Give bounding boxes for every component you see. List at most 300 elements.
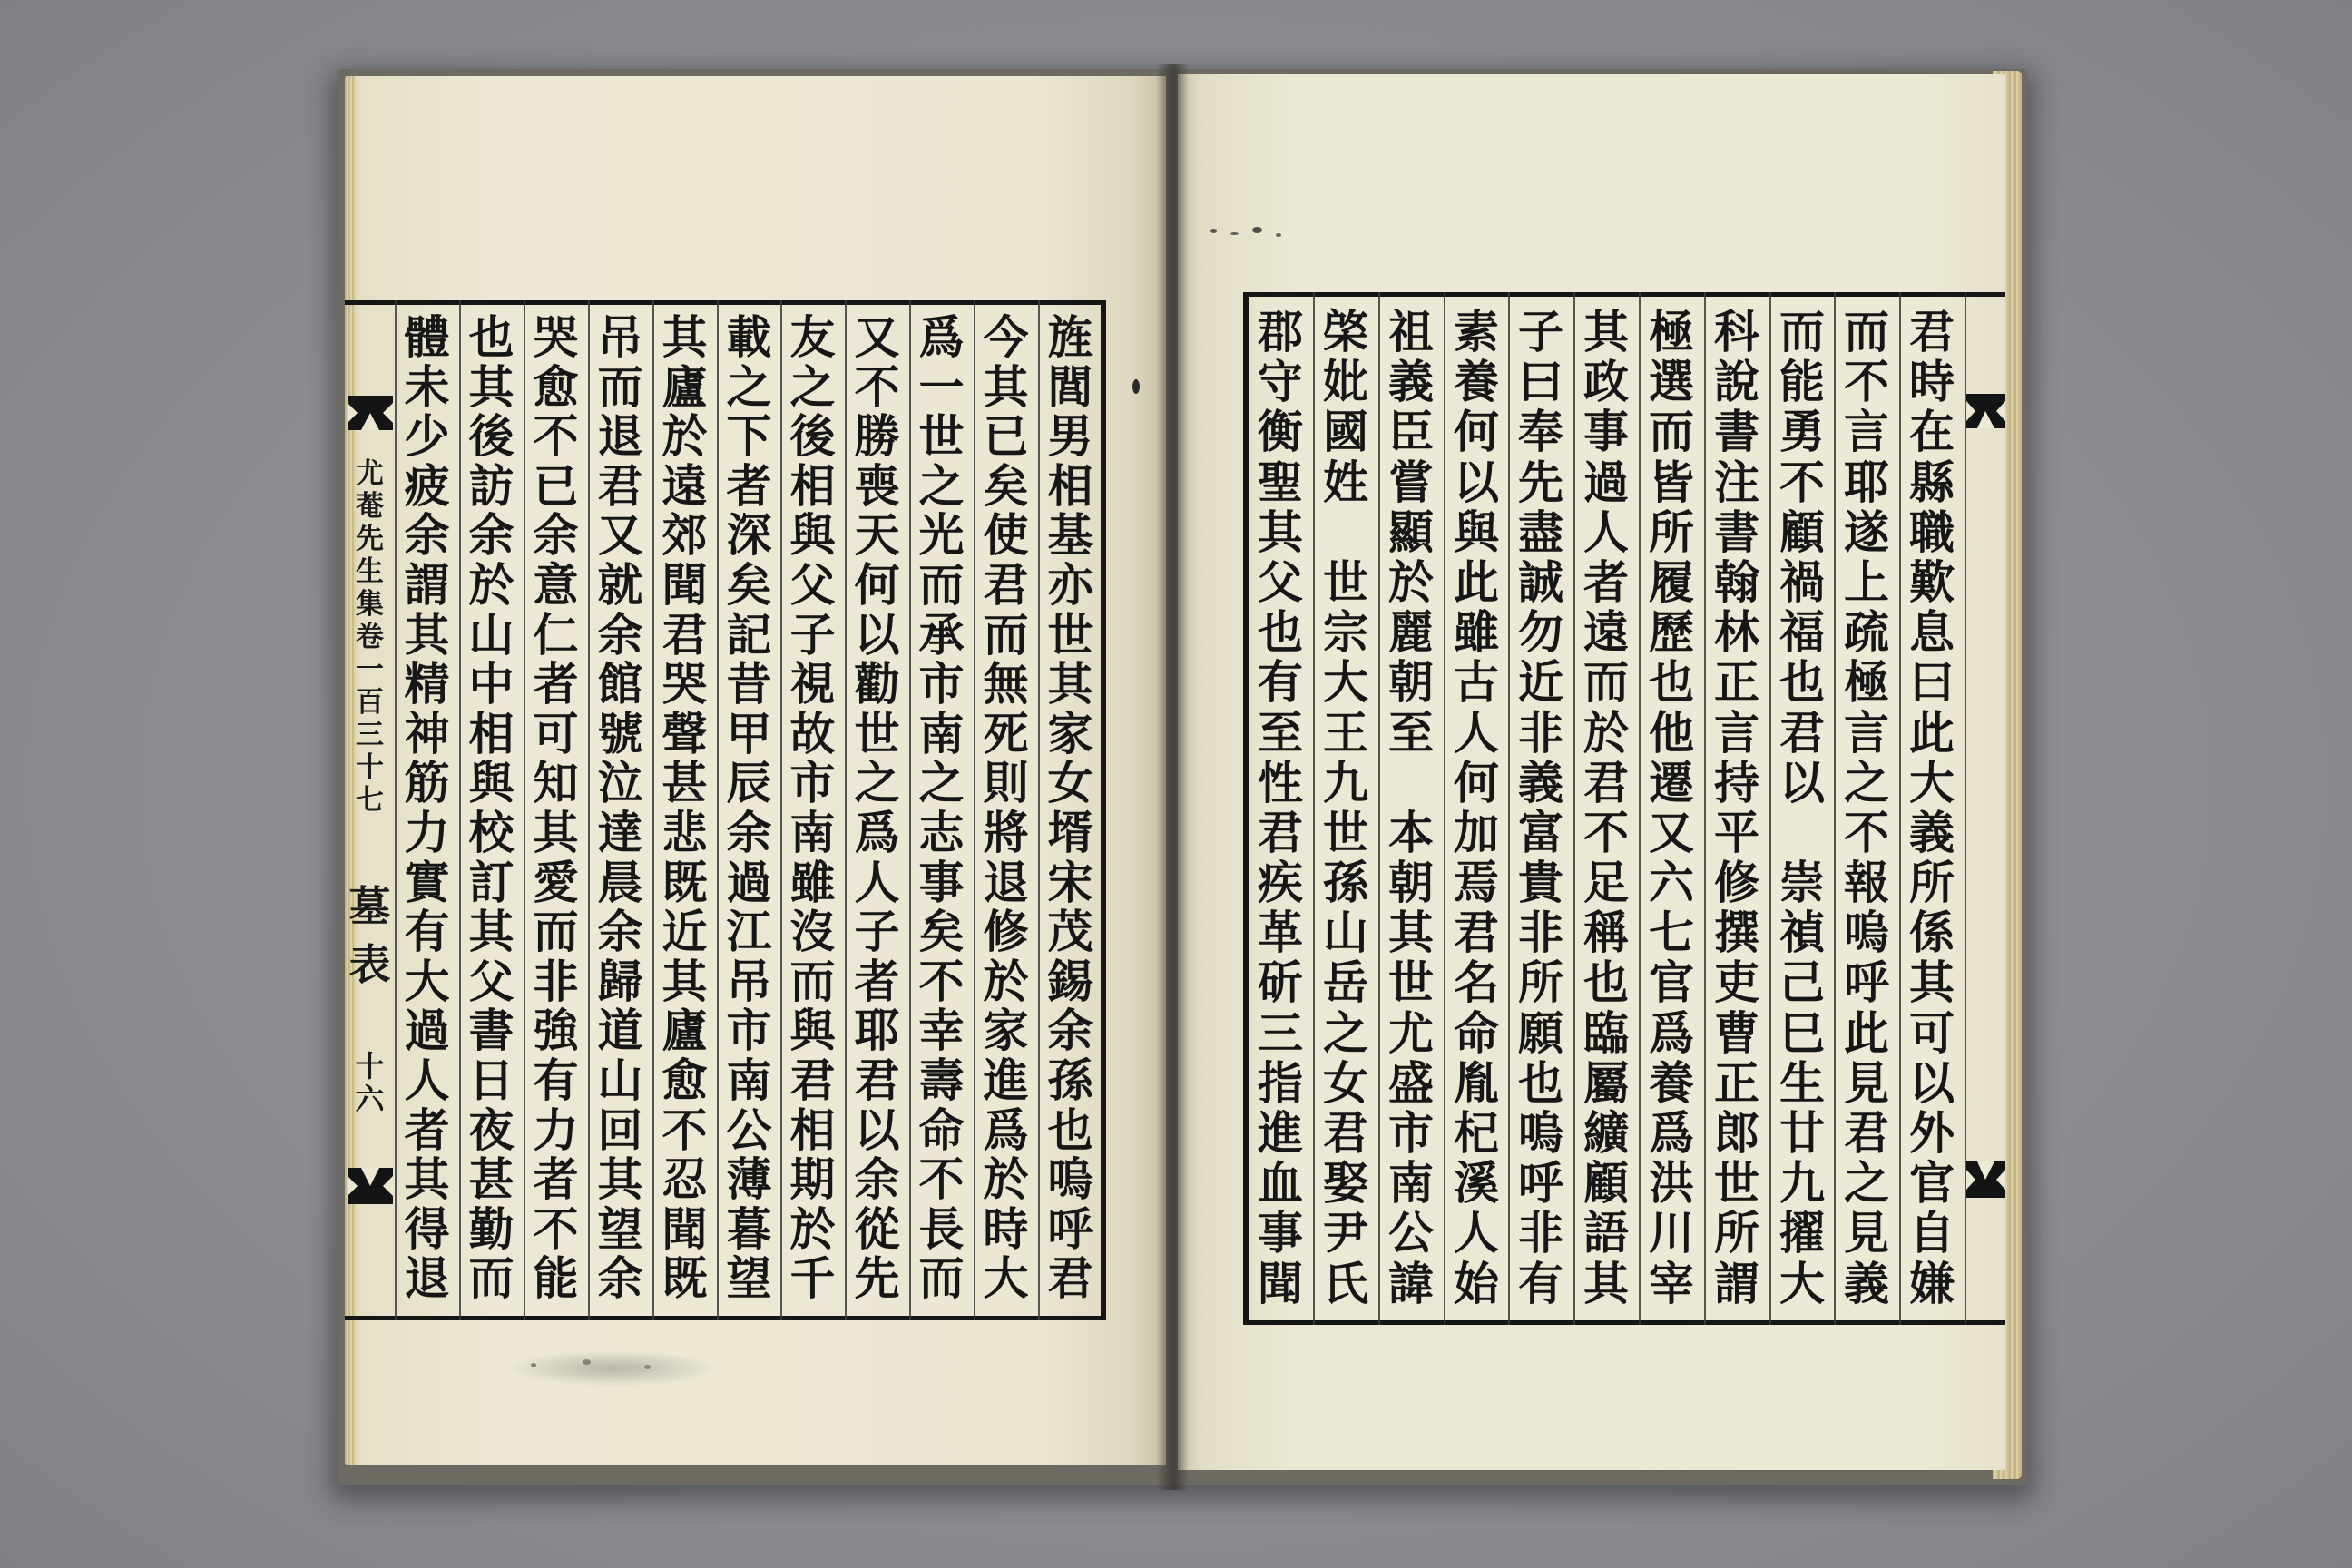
glyph: 書 — [1714, 505, 1759, 559]
glyph: 富 — [1518, 805, 1563, 859]
glyph: 悲 — [662, 805, 708, 859]
glyph: 非 — [1518, 705, 1563, 760]
glyph: 極 — [1844, 655, 1889, 710]
glyph: 正 — [1714, 655, 1759, 710]
glyph: 子 — [789, 607, 836, 662]
glyph: 南 — [918, 706, 965, 760]
glyph: 時 — [983, 1201, 1029, 1256]
glyph: 極 — [1649, 305, 1694, 358]
glyph: 義 — [1388, 355, 1434, 409]
glyph: 志 — [918, 805, 965, 859]
glyph: 所 — [1714, 1206, 1759, 1260]
glyph: 矣 — [983, 458, 1029, 513]
glyph: 辰 — [726, 756, 772, 810]
glyph: 所 — [1649, 505, 1694, 559]
text-column — [974, 310, 1038, 1306]
glyph: 聞 — [662, 557, 708, 612]
glyph: 之 — [1844, 1156, 1889, 1210]
glyph: 也 — [468, 310, 514, 364]
glyph: 亦 — [1047, 557, 1093, 612]
glyph: 其 — [597, 1152, 643, 1207]
glyph: 江 — [726, 905, 772, 959]
glyph: 家 — [1047, 706, 1093, 760]
glyph: 也 — [1518, 1055, 1563, 1110]
glyph: 壻 — [1047, 805, 1093, 859]
glyph: 山 — [1323, 906, 1368, 960]
glyph: 千 — [789, 1251, 836, 1306]
glyph: 卷 — [356, 621, 384, 653]
margin-folio — [345, 1050, 395, 1115]
glyph: 集 — [356, 588, 384, 621]
glyph: 姓 — [1323, 455, 1368, 509]
glyph: 言 — [1844, 705, 1889, 760]
glyph: 也 — [1779, 655, 1825, 710]
glyph: 與 — [468, 756, 514, 810]
glyph: 世 — [1047, 607, 1093, 662]
frame-bottom-border — [1245, 1320, 2005, 1325]
glyph: 不 — [662, 1102, 708, 1157]
glyph: 今 — [983, 310, 1029, 364]
glyph: 宗 — [1323, 605, 1368, 660]
glyph: 百 — [356, 686, 384, 719]
glyph: 遂 — [1844, 505, 1889, 559]
glyph: 後 — [468, 409, 514, 464]
glyph: 有 — [1518, 1256, 1563, 1310]
glyph: 爲 — [983, 1102, 1029, 1157]
glyph: 正 — [1714, 1055, 1759, 1110]
glyph: 其 — [468, 359, 514, 414]
glyph: 子 — [854, 905, 900, 959]
glyph: 之 — [726, 359, 772, 414]
glyph: 尤 — [1388, 1005, 1434, 1060]
glyph: 回 — [597, 1102, 643, 1157]
glyph: 係 — [1909, 906, 1955, 960]
ink-speck — [1210, 229, 1217, 233]
glyph: 人 — [1454, 705, 1499, 760]
glyph: 而 — [918, 1251, 965, 1306]
glyph: 愛 — [533, 855, 579, 909]
glyph: 公 — [1388, 1206, 1434, 1260]
glyph: 其 — [404, 607, 450, 662]
glyph: 世 — [1388, 956, 1434, 1010]
glyph: 載 — [726, 310, 772, 364]
glyph: 見 — [1844, 1206, 1889, 1260]
glyph: 氏 — [1323, 1256, 1368, 1310]
glyph: 洪 — [1649, 1156, 1694, 1210]
glyph: 大 — [1909, 755, 1955, 809]
glyph: 而 — [1844, 305, 1889, 358]
glyph: 其 — [1583, 305, 1629, 358]
glyph: 其 — [1258, 505, 1303, 559]
glyph: 體 — [404, 310, 450, 364]
fishtail-mark-upper — [348, 396, 393, 430]
glyph: 閭 — [1047, 359, 1093, 414]
glyph: 又 — [1649, 805, 1694, 859]
glyph: 曰 — [1909, 655, 1955, 710]
glyph: 爲 — [854, 805, 900, 859]
glyph: 持 — [1714, 755, 1759, 809]
glyph: 事 — [918, 855, 965, 909]
glyph: 一 — [356, 653, 384, 686]
ink-speck — [531, 1363, 536, 1367]
text-column — [1038, 310, 1102, 1306]
glyph: 修 — [1714, 856, 1759, 910]
glyph: 甚 — [468, 1152, 514, 1207]
glyph: 而 — [918, 557, 965, 612]
glyph: 三 — [1258, 1005, 1303, 1060]
glyph: 後 — [789, 409, 836, 464]
text-column — [1769, 307, 1835, 1308]
glyph: 耶 — [1844, 455, 1889, 509]
glyph: 臨 — [1583, 1005, 1629, 1060]
glyph: 十 — [356, 751, 384, 784]
glyph: 川 — [1649, 1206, 1694, 1260]
glyph: 人 — [854, 855, 900, 909]
glyph: 能 — [533, 1251, 579, 1306]
glyph: 錫 — [1047, 954, 1093, 1008]
ink-blot — [1132, 379, 1140, 394]
glyph: 修 — [983, 905, 1029, 959]
glyph: 神 — [404, 706, 450, 760]
glyph: 自 — [1909, 1206, 1955, 1260]
glyph: 六 — [355, 1082, 385, 1116]
glyph: 岳 — [1323, 956, 1368, 1010]
glyph: 公 — [726, 1102, 772, 1157]
glyph: 說 — [1714, 355, 1759, 409]
glyph: 大 — [1323, 655, 1368, 710]
glyph: 旌 — [1047, 310, 1093, 364]
glyph: 廬 — [662, 1004, 708, 1058]
glyph: 書 — [1714, 405, 1759, 459]
glyph: 世 — [1714, 1156, 1759, 1210]
text-column — [1639, 307, 1704, 1308]
glyph: 本 — [1388, 805, 1434, 859]
glyph: 履 — [1649, 554, 1694, 609]
margin-section — [345, 877, 395, 994]
glyph: 訪 — [468, 458, 514, 513]
glyph: 不 — [1583, 805, 1629, 859]
glyph: 之 — [918, 756, 965, 810]
glyph: 諱 — [1388, 1256, 1434, 1310]
glyph: 市 — [918, 657, 965, 711]
glyph: 既 — [662, 855, 708, 909]
glyph: 長 — [918, 1201, 965, 1256]
glyph: 日 — [468, 1053, 514, 1107]
glyph: 余 — [468, 508, 514, 563]
glyph: 望 — [726, 1251, 772, 1306]
glyph: 雖 — [789, 855, 836, 909]
glyph: 相 — [468, 706, 514, 760]
text-column — [717, 310, 781, 1306]
glyph: 吊 — [726, 954, 772, 1008]
glyph: 君 — [1844, 1106, 1889, 1160]
glyph: 七 — [1649, 906, 1694, 960]
glyph: 薄 — [726, 1152, 772, 1207]
glyph: 進 — [1258, 1106, 1303, 1160]
glyph: 盛 — [1388, 1055, 1434, 1110]
glyph: 則 — [983, 756, 1029, 810]
glyph: 郊 — [662, 508, 708, 563]
glyph: 義 — [1909, 805, 1955, 859]
glyph: 祖 — [1388, 305, 1434, 358]
frame-top-border — [1245, 292, 2005, 297]
glyph: 九 — [1323, 755, 1368, 809]
glyph: 天 — [854, 508, 900, 563]
glyph: 父 — [1258, 554, 1303, 609]
glyph: 余 — [597, 905, 643, 959]
glyph: 聞 — [662, 1201, 708, 1256]
glyph: 注 — [1714, 455, 1759, 509]
glyph: 以 — [1779, 755, 1825, 809]
glyph: 於 — [983, 1152, 1029, 1207]
glyph: 基 — [1047, 508, 1093, 563]
glyph: 家 — [983, 1004, 1029, 1058]
glyph: 死 — [983, 706, 1029, 760]
glyph: 也 — [1258, 605, 1303, 660]
glyph: 就 — [597, 557, 643, 612]
glyph: 相 — [789, 1102, 836, 1157]
glyph: 中 — [468, 657, 514, 711]
glyph: 實 — [404, 855, 450, 909]
glyph: 歎 — [1909, 554, 1955, 609]
glyph: 娶 — [1323, 1156, 1368, 1210]
glyph: 退 — [983, 855, 1029, 909]
glyph: 承 — [918, 607, 965, 662]
glyph: 耶 — [854, 1004, 900, 1058]
glyph: 退 — [597, 409, 643, 464]
glyph: 性 — [1258, 755, 1303, 809]
glyph: 君 — [789, 1053, 836, 1107]
glyph: 君 — [597, 458, 643, 513]
glyph: 市 — [789, 756, 836, 810]
glyph: 於 — [983, 954, 1029, 1008]
glyph: 見 — [1844, 1055, 1889, 1110]
glyph: 貴 — [1518, 856, 1563, 910]
glyph: 望 — [597, 1201, 643, 1256]
glyph: 又 — [597, 508, 643, 563]
glyph: 道 — [597, 1004, 643, 1058]
glyph: 市 — [726, 1004, 772, 1058]
glyph: 勸 — [854, 657, 900, 711]
glyph: 廿 — [1779, 1106, 1825, 1160]
glyph: 顯 — [1388, 505, 1434, 559]
glyph: 相 — [1047, 458, 1093, 513]
glyph: 巳 — [1779, 1005, 1825, 1060]
glyph: 盡 — [1518, 505, 1563, 559]
glyph: 聖 — [1258, 455, 1303, 509]
text-column — [1704, 307, 1769, 1308]
glyph: 無 — [983, 657, 1029, 711]
glyph: 有 — [404, 905, 450, 959]
text-column — [588, 310, 652, 1306]
glyph: 其 — [662, 954, 708, 1008]
glyph: 養 — [1454, 355, 1499, 409]
glyph: 茂 — [1047, 905, 1093, 959]
glyph: 能 — [1779, 355, 1825, 409]
glyph: 昔 — [726, 657, 772, 711]
left-page — [345, 76, 1166, 1465]
glyph: 可 — [1909, 1005, 1955, 1060]
glyph: 謂 — [404, 557, 450, 612]
glyph: 父 — [468, 954, 514, 1008]
paper-stain — [508, 1350, 717, 1387]
glyph: 崇 — [1779, 856, 1825, 910]
glyph: 退 — [404, 1251, 450, 1306]
glyph: 廬 — [662, 359, 708, 414]
glyph: 嗚 — [1047, 1152, 1093, 1207]
glyph: 南 — [1388, 1156, 1434, 1210]
glyph: 其 — [1047, 657, 1093, 711]
glyph: 其 — [662, 310, 708, 364]
glyph: 謂 — [1714, 1256, 1759, 1310]
glyph: 過 — [726, 855, 772, 909]
glyph: 歸 — [597, 954, 643, 1008]
glyph: 古 — [1454, 655, 1499, 710]
glyph: 君 — [854, 1053, 900, 1107]
glyph: 以 — [1454, 455, 1499, 509]
fishtail-mark-upper — [1966, 394, 2005, 428]
glyph: 生 — [356, 555, 384, 588]
glyph: 衡 — [1258, 405, 1303, 459]
text-column — [1313, 307, 1378, 1308]
glyph: 誠 — [1518, 554, 1563, 609]
glyph: 不 — [1779, 455, 1825, 509]
glyph: 足 — [1583, 856, 1629, 910]
text-column — [1508, 307, 1573, 1308]
glyph: 加 — [1454, 805, 1499, 859]
glyph: 臣 — [1388, 405, 1434, 459]
glyph: 三 — [356, 719, 384, 751]
glyph: 少 — [404, 409, 450, 464]
glyph: 纊 — [1583, 1106, 1629, 1160]
glyph: 時 — [1909, 355, 1955, 409]
glyph: 事 — [1583, 405, 1629, 459]
glyph: 大 — [983, 1251, 1029, 1306]
glyph: 近 — [1518, 655, 1563, 710]
glyph: 父 — [789, 557, 836, 612]
glyph: 言 — [1714, 705, 1759, 760]
glyph: 也 — [1649, 655, 1694, 710]
right-page — [1178, 74, 2005, 1470]
glyph: 者 — [533, 1152, 579, 1207]
glyph: 平 — [1714, 805, 1759, 859]
text-column — [1378, 307, 1444, 1308]
glyph: 吏 — [1714, 956, 1759, 1010]
glyph: 嗚 — [1518, 1106, 1563, 1160]
text-column — [909, 310, 974, 1306]
glyph: 官 — [1649, 956, 1694, 1010]
glyph: 女 — [1323, 1055, 1368, 1110]
glyph: 其 — [404, 1152, 450, 1207]
glyph: 使 — [983, 508, 1029, 563]
glyph: 以 — [1909, 1055, 1955, 1110]
glyph: 爲 — [1649, 1106, 1694, 1160]
glyph: 得 — [404, 1201, 450, 1256]
glyph: 其 — [1583, 1256, 1629, 1310]
glyph: 之 — [1844, 755, 1889, 809]
glyph: 之 — [789, 359, 836, 414]
glyph: 力 — [404, 805, 450, 859]
glyph: 余 — [597, 1251, 643, 1306]
glyph: 忍 — [662, 1152, 708, 1207]
glyph: 矣 — [726, 557, 772, 612]
glyph: 泣 — [597, 756, 643, 810]
glyph: 以 — [854, 1102, 900, 1157]
glyph: 又 — [854, 310, 900, 364]
glyph: 子 — [1518, 305, 1563, 358]
glyph: 非 — [533, 954, 579, 1008]
glyph: 勝 — [854, 409, 900, 464]
glyph: 棨 — [1323, 305, 1368, 358]
glyph: 表 — [348, 940, 391, 989]
glyph: 翰 — [1714, 554, 1759, 609]
glyph: 指 — [1258, 1055, 1303, 1110]
glyph: 聞 — [1258, 1256, 1303, 1310]
text-column — [395, 310, 459, 1306]
glyph: 呼 — [1047, 1201, 1093, 1256]
glyph: 至 — [1388, 705, 1434, 760]
glyph: 甲 — [726, 706, 772, 760]
glyph: 訂 — [468, 855, 514, 909]
glyph: 妣 — [1323, 355, 1368, 409]
glyph: 君 — [1454, 906, 1499, 960]
glyph: 余 — [726, 805, 772, 859]
glyph: 七 — [356, 784, 384, 817]
glyph: 稱 — [1583, 906, 1629, 960]
glyph: 溪 — [1454, 1156, 1499, 1210]
glyph: 撰 — [1714, 906, 1759, 960]
glyph: 將 — [983, 805, 1029, 859]
glyph: 呼 — [1844, 956, 1889, 1010]
glyph: 君 — [1779, 705, 1825, 760]
glyph: 素 — [1454, 305, 1499, 358]
glyph: 南 — [789, 805, 836, 859]
glyph: 先 — [1518, 455, 1563, 509]
glyph: 者 — [1583, 554, 1629, 609]
glyph: 擢 — [1779, 1206, 1825, 1260]
glyph: 勇 — [1779, 405, 1825, 459]
glyph: 館 — [597, 657, 643, 711]
glyph: 先 — [854, 1251, 900, 1306]
glyph: 幸 — [918, 1004, 965, 1058]
glyph: 與 — [789, 1004, 836, 1058]
glyph: 遷 — [1649, 755, 1694, 809]
glyph: 疾 — [1258, 856, 1303, 910]
glyph: 晨 — [597, 855, 643, 909]
glyph: 世 — [854, 706, 900, 760]
margin-title — [345, 457, 395, 817]
glyph: 願 — [1518, 1005, 1563, 1060]
glyph: 強 — [533, 1004, 579, 1058]
text-column — [652, 310, 717, 1306]
glyph: 嘗 — [1388, 455, 1434, 509]
glyph: 言 — [1844, 405, 1889, 459]
glyph: 歷 — [1649, 605, 1694, 660]
ink-speck — [1276, 233, 1281, 237]
glyph: 福 — [1779, 605, 1825, 660]
glyph: 孫 — [1047, 1053, 1093, 1107]
glyph: 於 — [468, 557, 514, 612]
glyph: 事 — [1258, 1206, 1303, 1260]
glyph: 記 — [726, 607, 772, 662]
glyph: 暮 — [726, 1201, 772, 1256]
glyph: 疲 — [404, 458, 450, 513]
glyph: 其 — [533, 805, 579, 859]
glyph: 不 — [918, 954, 965, 1008]
glyph: 號 — [597, 706, 643, 760]
glyph — [1769, 808, 1835, 858]
fishtail-mark-lower — [348, 1168, 393, 1204]
